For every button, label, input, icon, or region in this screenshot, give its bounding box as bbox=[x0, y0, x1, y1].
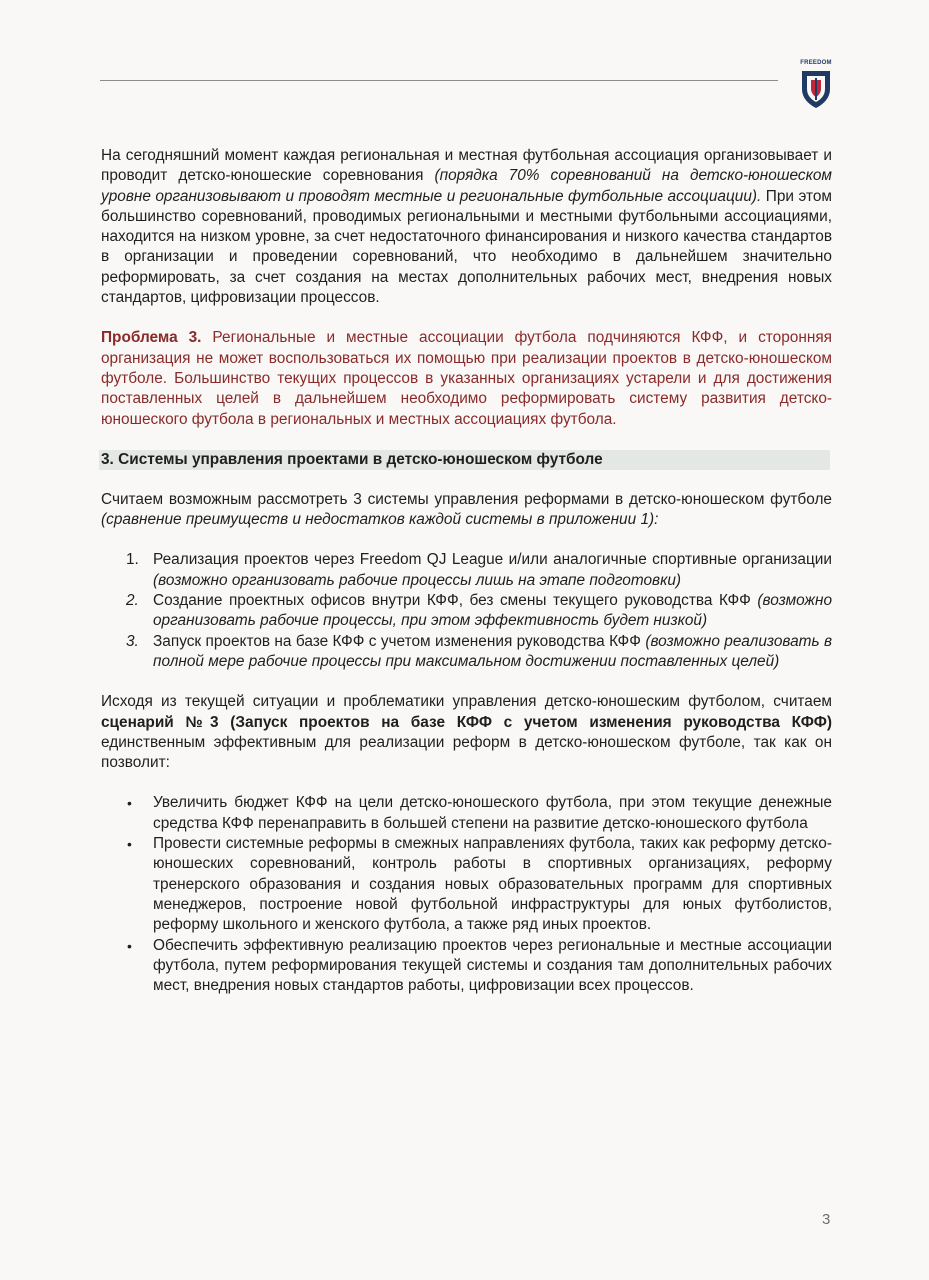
scenario-bold: сценарий №3 (Запуск проектов на базе КФФ с учетом изменения руководства КФФ) bbox=[101, 713, 832, 731]
problem-3-paragraph bbox=[101, 328, 832, 429]
option-italic-note: (возможно реализовать в полной мере рабочие процессы при максимальном достижении поставленных целей) bbox=[153, 632, 832, 670]
benefit-text: Увеличить бюджет КФФ на цели детско-юношеского футбола, при этом текущие денежные средства КФФ перенаправить в большей степени на развитие детско-юношеского футбола bbox=[153, 794, 832, 832]
page-number: 3 bbox=[822, 1211, 831, 1228]
problem-label: Проблема 3. bbox=[101, 329, 202, 347]
paragraph-current-situation bbox=[101, 146, 832, 308]
shield-icon bbox=[800, 69, 832, 109]
list-item bbox=[101, 591, 832, 632]
option-text: Запуск проектов на базе КФФ с учетом изменения руководства КФФ bbox=[153, 632, 646, 650]
option-text: Создание проектных офисов внутри КФФ, без смены текущего руководства КФФ bbox=[153, 592, 758, 610]
list-number: 3. bbox=[126, 632, 139, 650]
section-intro bbox=[101, 490, 832, 531]
intro-italic-note: (сравнение преимуществ и недостатков каждой системы в приложении 1): bbox=[101, 511, 659, 529]
section-heading: 3. Системы управления проектами в детско-юношеском футболе bbox=[99, 450, 830, 470]
options-list bbox=[101, 550, 832, 672]
list-item bbox=[101, 834, 832, 935]
paragraph-italic-note: (порядка 70% соревнований на детско-юношеском уровне организовывают и проводят местные и региональные футбольные ассоциации). bbox=[101, 167, 832, 205]
freedom-logo bbox=[798, 60, 834, 110]
paragraph-text-continued: При этом большинство соревнований, проводимых региональными и местными футбольными ассоциациями, находится на низком уровне, за счет недостаточного финансирования и низкого качества стандартов в организации и проведении соревнований, что необходимо в дальнейшем значительно реформировать, за счет создания на местах дополнительных рабочих мест, внедрения новых стандартов, цифровизации процессов. bbox=[101, 187, 832, 307]
benefit-text: Провести системные реформы в смежных направлениях футбола, таких как реформу детско-юношеских соревнований, контроль работы в спортивных организациях, реформу тренерского образования и создания новых образовательных программ для спортивных менеджеров, построение новой футбольной инфраструктуры для юных футболистов, реформу школьного и женского футбола, а также ряд иных проектов. bbox=[153, 835, 832, 934]
list-item bbox=[101, 793, 832, 834]
bullet-icon: • bbox=[127, 795, 132, 812]
list-number: 2. bbox=[126, 592, 139, 610]
problem-text: Региональные и местные ассоциации футбола подчиняются КФФ, и сторонняя организация не может воспользоваться их помощью при реализации проектов в детско-юношеском футболе. Большинство текущих процессов в указанных организациях устарели и для достижения поставленных целей в дальнейшем необходимо реформировать систему развития детско-юношеского футбола в региональных и местных ассоциациях футбола. bbox=[101, 329, 832, 428]
option-italic-note: (возможно организовать рабочие процессы, при этом эффективность будет низкой) bbox=[153, 592, 832, 630]
paragraph-text: На сегодняшний момент каждая региональная и местная футбольная ассоциация организовывает и проводит детско-юношеские соревнования bbox=[101, 147, 832, 185]
list-number: 1. bbox=[126, 551, 139, 569]
bullet-icon: • bbox=[127, 836, 132, 853]
scenario-text-continued: единственным эффективным для реализации реформ в детско-юношеском футболе, так как он позволит: bbox=[101, 733, 832, 772]
scenario-paragraph bbox=[101, 692, 832, 773]
option-italic-note: (возможно организовать рабочие процессы лишь на этапе подготовки) bbox=[153, 571, 682, 589]
option-text: Реализация проектов через Freedom QJ League и/или аналогичные спортивные организации bbox=[153, 551, 832, 569]
bullet-icon: • bbox=[127, 937, 132, 954]
list-item bbox=[101, 632, 832, 673]
benefit-text: Обеспечить эффективную реализацию проектов через региональные и местные ассоциации футбола, путем реформирования текущей системы и создания там дополнительных рабочих мест, внедрения новых стандартов работы, цифровизации всех процессов. bbox=[153, 936, 832, 995]
list-item bbox=[101, 550, 832, 591]
logo-text: FREEDOM bbox=[800, 60, 832, 66]
list-item bbox=[101, 936, 832, 997]
benefits-list bbox=[101, 793, 832, 996]
scenario-text: Исходя из текущей ситуации и проблематики управления детско-юношеским футболом, считаем bbox=[101, 693, 832, 711]
document-body bbox=[101, 146, 832, 996]
intro-text: Считаем возможным рассмотреть 3 системы управления реформами в детско-юношеском футболе bbox=[101, 490, 832, 508]
header-rule bbox=[100, 80, 778, 81]
